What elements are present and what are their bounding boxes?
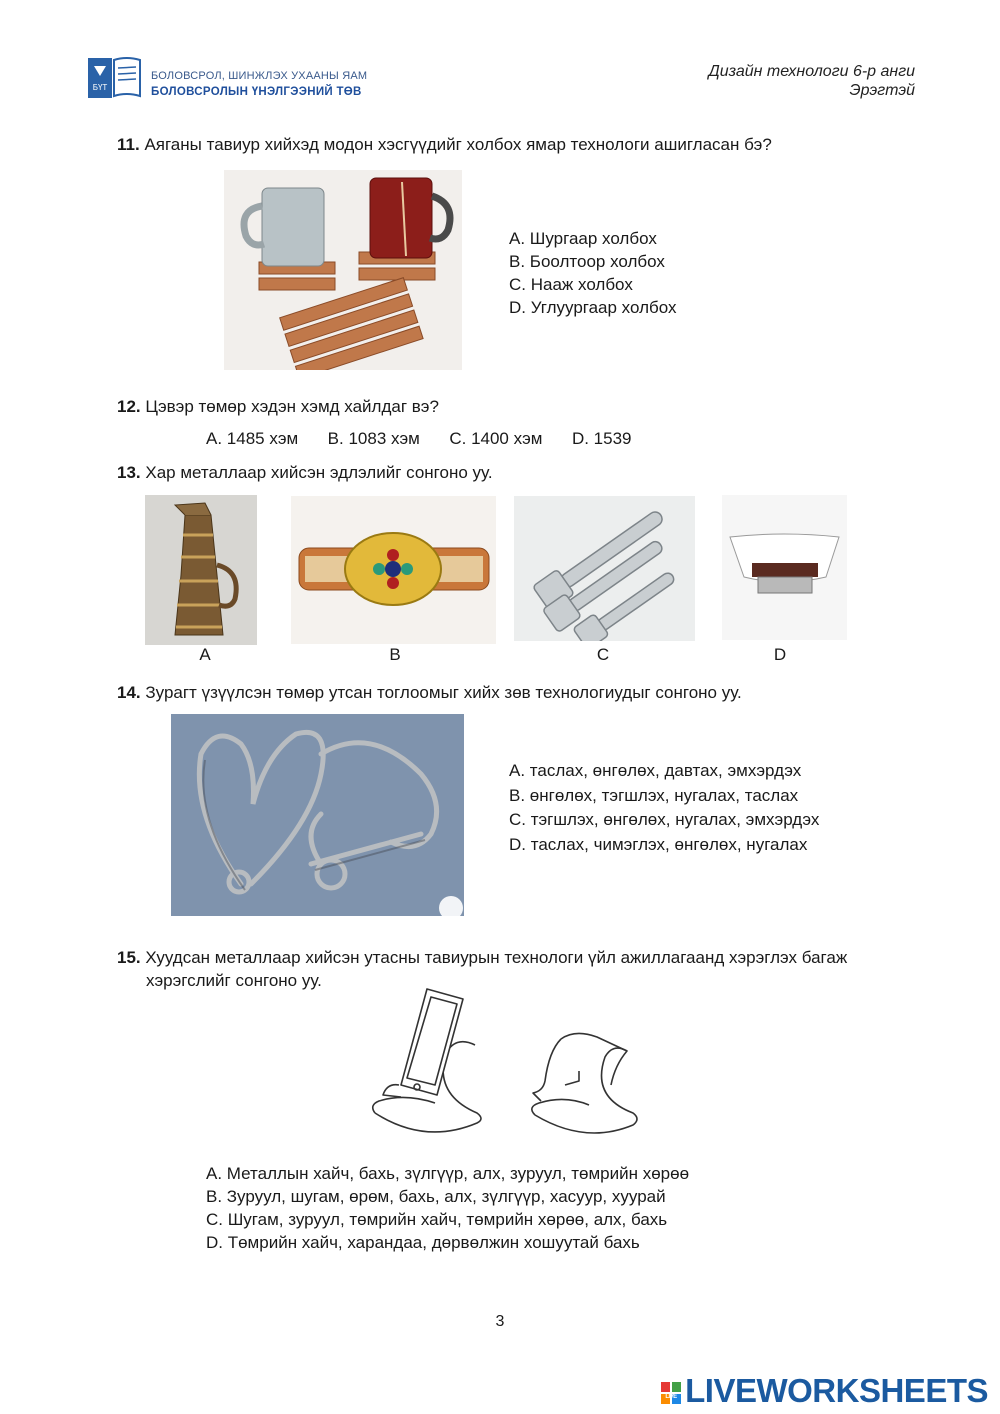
label-d: D <box>773 645 787 664</box>
header-right <box>708 62 915 100</box>
org-line-2: БОЛОВСРОЛЫН ҮНЭЛГЭЭНИЙ ТӨВ <box>151 86 362 98</box>
option-c[interactable]: C. тэгшлэх, өнгөлөх, нугалах, эмхэрдэх <box>509 810 820 829</box>
option-c[interactable]: C. 1400 хэм <box>449 429 543 448</box>
item-b-image[interactable] <box>291 496 496 644</box>
item-c-image[interactable] <box>514 496 695 641</box>
mug-coasters-image <box>224 170 462 370</box>
q15-options <box>206 1162 689 1254</box>
option-d[interactable]: D. 1539 <box>571 429 632 448</box>
q14-options <box>509 759 819 857</box>
org-line-1: БОЛОВСРОЛ, ШИНЖЛЭХ УХААНЫ ЯАМ <box>151 70 368 82</box>
label-a: A <box>199 645 211 664</box>
question-14 <box>117 681 742 704</box>
phone-stand-drawing <box>365 985 640 1140</box>
option-b[interactable]: B. 1083 хэм <box>327 429 420 448</box>
subject-title: Дизайн технологи 6-р анги <box>708 63 915 80</box>
question-number: 14. <box>117 683 141 702</box>
item-a-image[interactable] <box>145 495 257 645</box>
page-number: 3 <box>495 1313 505 1330</box>
svg-text:LIVE: LIVE <box>665 1394 677 1400</box>
question-text: Цэвэр төмөр хэдэн хэмд хайлдаг вэ? <box>145 397 439 416</box>
option-a[interactable]: A. Металлын хайч, бахь, зүлгүүр, алх, зуруул, төмрийн хөрөө <box>206 1164 690 1183</box>
option-c[interactable]: C. Нааж холбох <box>509 275 633 294</box>
option-a[interactable]: A. Шургаар холбох <box>509 229 657 248</box>
option-b[interactable]: B. Зуруул, шугам, өрөм, бахь, алх, зүлгүүр, хасуур, хуурай <box>206 1187 666 1206</box>
option-d[interactable]: D. таслах, чимэглэх, өнгөлөх, нугалах <box>509 834 808 854</box>
label-c: C <box>596 645 610 664</box>
question-number: 11. <box>117 135 140 154</box>
question-11 <box>117 133 772 156</box>
question-text: Хар металлаар хийсэн эдлэлийг сонгоно уу. <box>145 463 493 482</box>
ministry-logo <box>88 54 144 100</box>
option-d[interactable]: D. Төмрийн хайч, харандаа, дөрвөлжин хошуутай бахь <box>206 1233 640 1252</box>
option-b[interactable]: B. өнгөлөх, тэгшлэх, нугалах, таслах <box>509 785 799 805</box>
option-a[interactable]: A. таслах, өнгөлөх, давтах, эмхэрдэх <box>509 761 802 780</box>
option-a[interactable]: A. 1485 хэм <box>206 429 299 448</box>
option-c[interactable]: C. Шугам, зуруул, төмрийн хайч, төмрийн хөрөө, алх, бахь <box>206 1210 668 1229</box>
item-d-image[interactable] <box>722 495 847 640</box>
question-text: Зурагт үзүүлсэн төмөр утсан тоглоомыг хийх зөв технологиудыг сонгоно уу. <box>145 683 742 702</box>
question-number: 15. <box>117 948 141 967</box>
question-text-line-2: хэрэгслийг сонгоно уу. <box>146 971 322 990</box>
label-b: B <box>389 645 401 664</box>
wire-puzzle-image <box>171 714 464 916</box>
question-13 <box>117 461 493 484</box>
liveworksheets-watermark <box>661 1372 988 1410</box>
watermark-text: LIVEWORKSHEETS <box>685 1372 988 1409</box>
option-d[interactable]: D. Углуургаар холбох <box>509 298 677 317</box>
q12-options <box>206 427 632 450</box>
variant-label: Эрэгтэй <box>849 82 915 99</box>
question-12 <box>117 395 439 418</box>
liveworksheets-icon <box>661 1374 681 1400</box>
svg-text:БҮТ: БҮТ <box>92 83 108 92</box>
question-text: Аяганы тавиур хийхэд модон хэсгүүдийг холбох ямар технологи ашигласан бэ? <box>144 135 772 154</box>
question-number: 13. <box>117 463 141 482</box>
option-b[interactable]: B. Боолтоор холбох <box>509 252 665 271</box>
question-number: 12. <box>117 397 141 416</box>
question-text-line-1: Хуудсан металлаар хийсэн утасны тавиурын технологи үйл ажиллагаанд хэрэглэх багаж <box>145 948 848 967</box>
q11-options <box>509 227 677 319</box>
